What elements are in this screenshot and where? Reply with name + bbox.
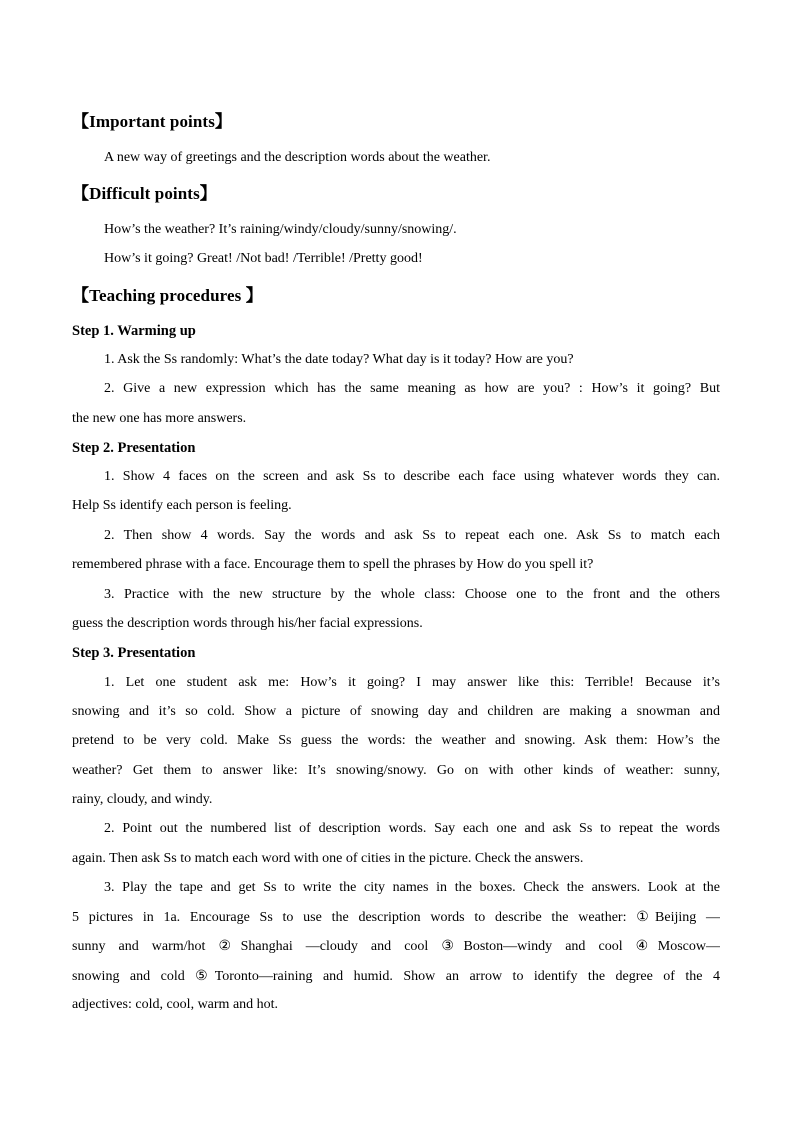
step-2-line: Help Ss identify each person is feeling. — [72, 498, 292, 513]
step-2-line: 1. Show 4 faces on the screen and ask Ss to describe each face using whatever words they can. — [104, 469, 720, 484]
step-2-line: 2. Then show 4 words. Say the words and ask Ss to repeat each one. Ask Ss to match each — [104, 528, 720, 543]
important-points-line: A new way of greetings and the description words about the weather. — [104, 150, 491, 165]
step-3-heading: Step 3. Presentation — [72, 645, 196, 661]
step-3-line: 3. Play the tape and get Ss to write the city names in the boxes. Check the answers. Look at the — [104, 880, 720, 895]
step-1-line: 2. Give a new expression which has the same meaning as how are you? : How’s it going? But — [104, 381, 720, 396]
step-1-line: 1. Ask the Ss randomly: What’s the date today? What day is it today? How are you? — [104, 352, 574, 367]
difficult-points-line: How’s it going? Great! /Not bad! /Terrible! /Pretty good! — [104, 251, 423, 266]
step-1-line: the new one has more answers. — [72, 411, 247, 426]
step-3-line: adjectives: cold, cool, warm and hot. — [72, 997, 279, 1012]
step-2-line: 3. Practice with the new structure by the whole class: Choose one to the front and the others — [104, 587, 720, 602]
step-3-line: pretend to be very cold. Make Ss guess the words: the weather and snowing. Ask them: How’s the — [72, 733, 720, 748]
step-2-line: guess the description words through his/her facial expressions. — [72, 616, 423, 631]
step-3-line: sunny and warm/hot ②Shanghai —cloudy and cool ③Boston—windy and cool ④Moscow— — [72, 939, 720, 954]
teaching-procedures-heading: 【Teaching procedures 】 — [72, 286, 263, 305]
step-3-line: weather? Get them to answer like: It’s snowing/snowy. Go on with other kinds of weather: sunny, — [72, 763, 720, 778]
step-1-heading: Step 1. Warming up — [72, 323, 196, 339]
difficult-points-heading: 【Difficult points】 — [72, 184, 217, 203]
step-3-line: again. Then ask Ss to match each word with one of cities in the picture. Check the answers. — [72, 851, 584, 866]
step-2-heading: Step 2. Presentation — [72, 440, 196, 456]
step-3-line: snowing and cold ⑤Toronto—raining and humid. Show an arrow to identify the degree of the 4 — [72, 969, 720, 984]
step-3-line: 2. Point out the numbered list of description words. Say each one and ask Ss to repeat the words — [104, 821, 720, 836]
step-3-line: rainy, cloudy, and windy. — [72, 792, 213, 807]
step-3-line: 5 pictures in 1a. Encourage Ss to use the description words to describe the weather: ①Beijing — — [72, 910, 720, 925]
step-3-line: snowing and it’s so cold. Show a picture of snowing day and children are making a snowman and — [72, 704, 720, 719]
step-2-line: remembered phrase with a face. Encourage them to spell the phrases by How do you spell it? — [72, 557, 594, 572]
step-3-line: 1. Let one student ask me: How’s it going? I may answer like this: Terrible! Because it’s — [104, 675, 720, 690]
important-points-heading: 【Important points】 — [72, 112, 233, 131]
difficult-points-line: How’s the weather? It’s raining/windy/cloudy/sunny/snowing/. — [104, 222, 457, 237]
